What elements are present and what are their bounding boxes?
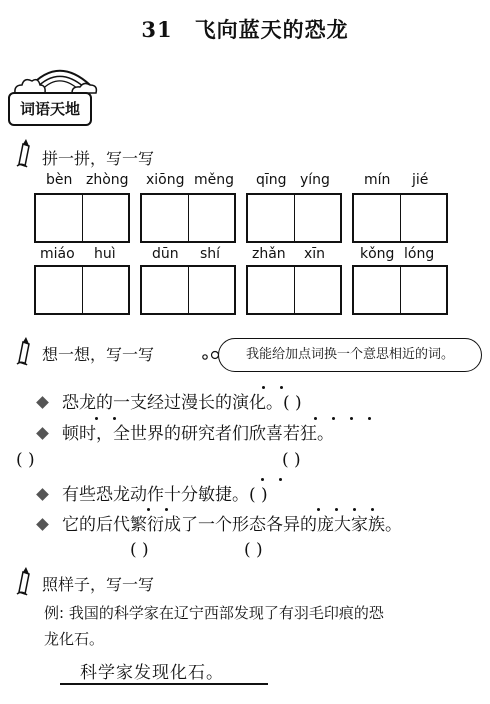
emphasis-dot — [113, 417, 116, 420]
sentence: 恐龙的一支经过漫长的演化。( ) — [62, 393, 302, 413]
pinyin: kǒng — [360, 246, 395, 262]
emphasis-dot — [147, 508, 150, 511]
thought-bubble: 我能给加点词换一个意思相近的词。 — [218, 338, 482, 372]
pinyin: qīng — [256, 172, 287, 188]
emphasis-dot — [280, 386, 283, 389]
pencil-icon — [14, 566, 36, 596]
pinyin: mín — [364, 172, 391, 188]
emphasis-dot — [353, 508, 356, 511]
emphasis-dot — [368, 417, 371, 420]
pencil-icon — [14, 336, 36, 366]
writing-box[interactable] — [246, 265, 342, 315]
pinyin: zhòng — [86, 172, 129, 188]
pinyin: měng — [194, 172, 235, 188]
emphasis-dot — [335, 508, 338, 511]
writing-box[interactable] — [246, 193, 342, 243]
pinyin: shí — [200, 246, 221, 262]
bullet-icon — [36, 396, 49, 409]
answer-parens[interactable]: ( ) — [282, 450, 301, 470]
writing-box[interactable] — [34, 265, 130, 315]
section2-heading: 想一想，写一写 — [42, 345, 155, 364]
pinyin: bèn — [46, 172, 73, 188]
pinyin: jié — [412, 172, 429, 188]
bullet-icon — [36, 427, 49, 440]
pencil-icon — [14, 138, 36, 168]
pinyin: lóng — [404, 246, 435, 262]
emphasis-dot — [279, 478, 282, 481]
writing-box[interactable] — [34, 193, 130, 243]
bubble-tail-icon — [200, 348, 222, 362]
answer-parens[interactable]: ( ) — [130, 540, 149, 560]
emphasis-dot — [165, 508, 168, 511]
section3-heading: 照样子，写一写 — [42, 575, 155, 594]
answer-parens[interactable]: ( ) — [16, 450, 35, 470]
lesson-title: 飞向蓝天的恐龙 — [194, 17, 349, 42]
pinyin: dūn — [152, 246, 179, 262]
example-answer: 科学家发现化石。 — [80, 663, 224, 683]
pinyin: xīn — [304, 246, 326, 262]
bullet-icon — [36, 518, 49, 531]
section-badge: 词语天地 — [8, 92, 92, 126]
emphasis-dot — [261, 478, 264, 481]
emphasis-dot — [317, 508, 320, 511]
rainbow-cloud-icon — [10, 55, 100, 97]
sentence: 它的后代繁衍成了一个形态各异的庞大家族。 — [62, 515, 402, 535]
writing-box[interactable] — [140, 193, 236, 243]
pinyin: huì — [94, 246, 116, 262]
pinyin: yíng — [300, 172, 330, 188]
sentence: 顿时，全世界的研究者们欣喜若狂。 — [62, 424, 334, 444]
lesson-number: 31 — [141, 17, 173, 42]
page-title — [0, 14, 490, 44]
emphasis-dot — [371, 508, 374, 511]
emphasis-dot — [262, 386, 265, 389]
pinyin: zhǎn — [252, 246, 286, 262]
pinyin: xiōng — [146, 172, 185, 188]
sentence: 有些恐龙动作十分敏捷。( ) — [62, 485, 268, 505]
emphasis-dot — [95, 417, 98, 420]
section1-heading: 拼一拼，写一写 — [42, 149, 155, 168]
answer-underline — [60, 683, 268, 685]
pinyin: miáo — [40, 246, 75, 262]
bullet-icon — [36, 488, 49, 501]
example-line-2: 龙化石。 — [44, 630, 105, 648]
emphasis-dot — [314, 417, 317, 420]
emphasis-dot — [350, 417, 353, 420]
answer-parens[interactable]: ( ) — [244, 540, 263, 560]
writing-box[interactable] — [352, 265, 448, 315]
example-line-1: 例: 我国的科学家在辽宁西部发现了有羽毛印痕的恐 — [44, 604, 384, 622]
emphasis-dot — [332, 417, 335, 420]
writing-box[interactable] — [352, 193, 448, 243]
writing-box[interactable] — [140, 265, 236, 315]
